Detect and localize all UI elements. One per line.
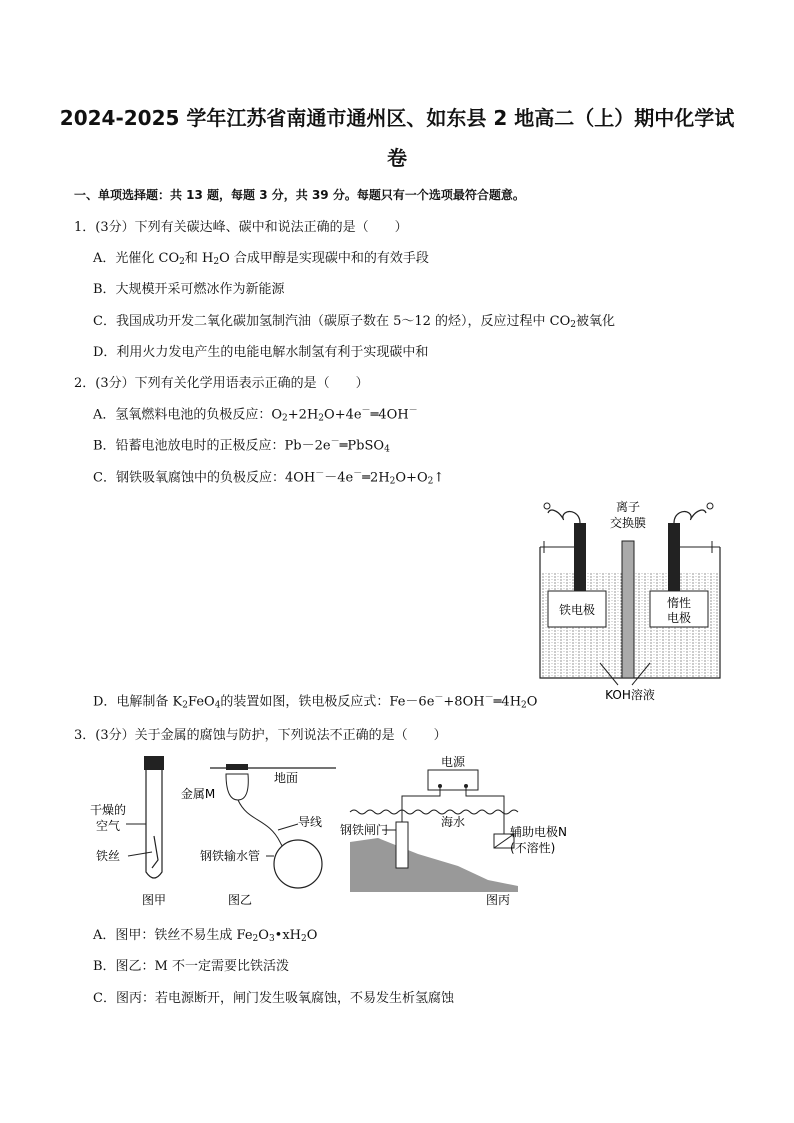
q2-option-a: A．氢氧燃料电池的负极反应：$O_2+2H_2O+4e^-═4OH^-$ xyxy=(93,406,418,424)
membrane-label-2: 交换膜 xyxy=(609,516,647,530)
left-wire xyxy=(548,510,580,523)
figure-bing xyxy=(340,754,567,907)
power-source-label: 电源 xyxy=(440,755,466,769)
q3-option-a: A．图甲：铁丝不易生成 $Fe_2O_3•xH_2O$ xyxy=(93,928,318,944)
membrane-label-1: 离子 xyxy=(615,500,641,514)
q2-option-b: B．铅蓄电池放电时的正极反应：Pb－2e－═PbSO$_4$ xyxy=(93,437,390,455)
q1-option-d: D．利用火力发电产生的电能电解水制氢有利于实现碳中和 xyxy=(93,345,429,360)
koh-solution-label: KOH溶液 xyxy=(605,688,655,702)
q1-option-a: A．光催化 $CO_2$和 $H_2O$ 合成甲醇是实现碳中和的有效手段 xyxy=(93,251,429,267)
document-title-line2: 卷 xyxy=(387,146,407,170)
aux-electrode-label-1: 辅助电极N xyxy=(510,825,567,839)
iron-electrode-label: 铁电极 xyxy=(558,603,596,617)
iron-wire-label: 铁丝 xyxy=(95,849,121,863)
inert-electrode-label-2: 电极 xyxy=(666,611,692,625)
figure-yi-label: 图乙 xyxy=(227,893,253,907)
figure-yi xyxy=(181,764,336,907)
steel-pipe-label: 钢铁输水管 xyxy=(199,849,261,863)
q1-option-b: B．大规模开采可燃冰作为新能源 xyxy=(93,282,285,297)
ion-exchange-membrane xyxy=(622,541,634,678)
figure-bing-label: 图丙 xyxy=(485,893,511,907)
electrolysis-apparatus-figure xyxy=(530,495,730,705)
figure-jia-label: 图甲 xyxy=(141,893,167,907)
iron-electrode-rod xyxy=(574,523,586,593)
dry-air-label-2: 空气 xyxy=(95,819,121,833)
q2-option-d: D．电解制备 $K_2FeO_4$的装置如图，铁电极反应式：$Fe-6e^-+8OH^-═4H_2O$ xyxy=(93,693,538,711)
metal-m-label: 金属M xyxy=(180,787,216,801)
corrosion-figures xyxy=(88,752,567,912)
q1-stem: 1．(3分）下列有关碳达峰、碳中和说法正确的是（ ） xyxy=(74,220,408,235)
right-wire xyxy=(674,510,706,523)
figure-jia xyxy=(90,756,166,907)
q3-option-b: B．图乙：M 不一定需要比铁活泼 xyxy=(93,959,289,974)
q3-stem: 3．(3分）关于金属的腐蚀与防护，下列说法不正确的是（ ） xyxy=(74,728,447,743)
dry-air-label-1: 干燥的 xyxy=(89,803,127,817)
document-title-line1: 2024-2025 学年江苏省南通市通州区、如东县 2 地高二（上）期中化学试 xyxy=(59,106,735,130)
steel-gate-label: 钢铁闸门 xyxy=(339,823,389,837)
q2-stem: 2．(3分）下列有关化学用语表示正确的是（ ） xyxy=(74,376,369,391)
inert-electrode-rod xyxy=(668,523,680,593)
seawater-label: 海水 xyxy=(440,815,466,829)
inert-electrode-label-1: 惰性 xyxy=(666,596,692,610)
q3-option-c: C．图丙：若电源断开，闸门发生吸氧腐蚀，不易发生析氢腐蚀 xyxy=(93,991,454,1006)
ground-label: 地面 xyxy=(273,771,299,785)
aux-electrode-label-2: (不溶性) xyxy=(510,841,556,855)
q2-option-c: C．钢铁吸氧腐蚀中的负极反应：$4OH^--4e^-═2H_2O+O_2↑$ xyxy=(93,469,445,487)
q1-option-c: C．我国成功开发二氧化碳加氢制汽油（碳原子数在 5～12 的烃），反应过程中 $CO_2$被氧化 xyxy=(93,314,616,330)
section-heading: 一、单项选择题：共 13 题，每题 3 分，共 39 分。每题只有一个选项最符合题意。 xyxy=(74,188,525,202)
wire-label: 导线 xyxy=(297,815,323,829)
